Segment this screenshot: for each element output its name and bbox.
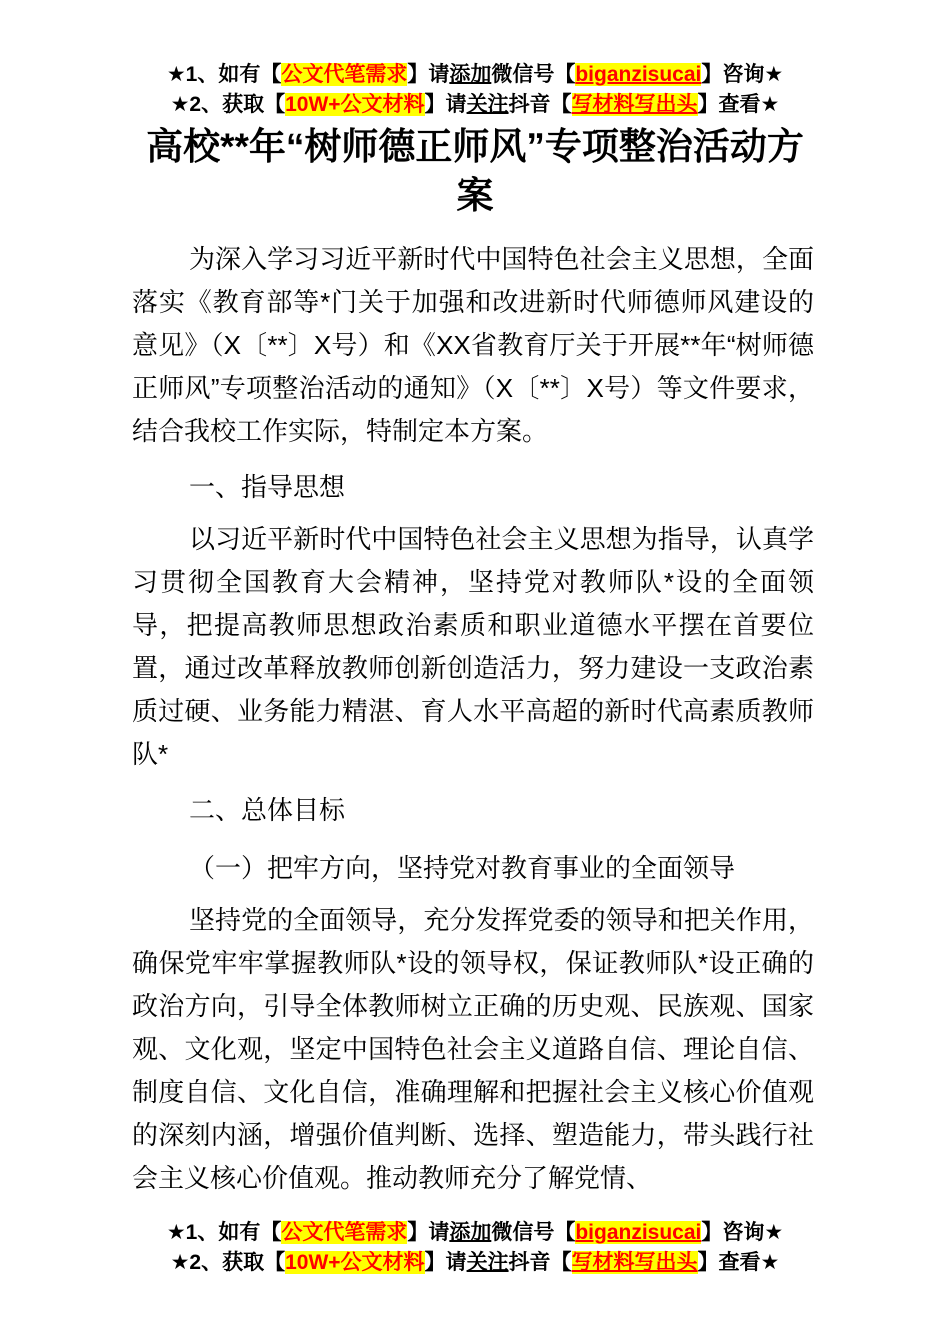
promo-douyin-id: 写材料写出头	[571, 1251, 698, 1274]
promo-header	[0, 0, 950, 120]
promo-wechat-id: biganzisucai	[575, 1221, 702, 1244]
promo-header-line-1	[0, 60, 950, 90]
promo-text: 】查看★	[697, 1251, 780, 1274]
promo-text: ★1、如有【	[166, 63, 282, 86]
body-paragraph: 坚持党的全面领导，充分发挥党委的领导和把关作用，确保党牢牢掌握教师队*设的领导权，保证教师队*设正确的政治方向，引导全体教师树立正确的历史观、民族观、国家观、文化观，坚定中国特色社会主义道路自信、理论自信、制度自信、文化自信，准确理解和把握社会主义核心价值观的深刻内涵，增强价值判断、选择、塑造能力，带头践行社会主义核心价值观。推动教师充分了解党情、	[132, 905, 814, 1193]
promo-footer	[0, 1218, 950, 1278]
body-paragraph: 为深入学习习近平新时代中国特色社会主义思想，全面落实《教育部等*门关于加强和改进新时代师德师风建设的意见》（X〔**〕X号）和《XX省教育厅关于开展**年“树师德正师风”专项整治活动的通知》（X〔**〕X号）等文件要求，结合我校工作实际，特制定本方案。	[132, 244, 814, 446]
promo-text: 】请	[424, 1251, 467, 1274]
promo-highlight-service: 公文代笔需求	[281, 1221, 408, 1244]
section-heading: 一、指导思想	[189, 472, 346, 502]
promo-wechat-id: biganzisucai	[575, 63, 702, 86]
section-subheading: （一）把牢方向，坚持党对教育事业的全面领导	[189, 853, 736, 883]
section-heading: 二、总体目标	[189, 795, 346, 825]
promo-text: 】咨询★	[701, 63, 784, 86]
promo-douyin-id: 写材料写出头	[571, 93, 698, 116]
promo-text: 】查看★	[697, 93, 780, 116]
promo-header-line-2	[0, 90, 950, 120]
promo-highlight-materials: 10W+公文材料	[285, 1251, 425, 1274]
document-title: 高校**年“树师德正师风”专项整治活动方案	[146, 126, 804, 216]
promo-text: ★2、获取【	[170, 93, 286, 116]
document-body	[0, 238, 950, 1200]
promo-text: 】咨询★	[701, 1221, 784, 1244]
promo-text: 微信号【	[491, 1221, 576, 1244]
promo-text: 】请	[424, 93, 467, 116]
promo-text: ★2、获取【	[170, 1251, 286, 1274]
promo-text: 抖音【	[508, 1251, 572, 1274]
promo-text: 】请	[407, 1221, 450, 1244]
promo-highlight-materials: 10W+公文材料	[285, 93, 425, 116]
promo-underline-add: 添加	[449, 1221, 492, 1244]
promo-highlight-service: 公文代笔需求	[281, 63, 408, 86]
promo-underline-add: 添加	[449, 63, 492, 86]
promo-text: ★1、如有【	[166, 1221, 282, 1244]
promo-text: 微信号【	[491, 63, 576, 86]
body-paragraph: 以习近平新时代中国特色社会主义思想为指导，认真学习贯彻全国教育大会精神，坚持党对教师队*设的全面领导，把提高教师思想政治素质和职业道德水平摆在首要位置，通过改革释放教师创新创造活力，努力建设一支政治素质过硬、业务能力精湛、育人水平高超的新时代高素质教师队*	[132, 524, 814, 769]
promo-text: 】请	[407, 63, 450, 86]
promo-underline-follow: 关注	[466, 93, 509, 116]
promo-underline-follow: 关注	[466, 1251, 509, 1274]
promo-text: 抖音【	[508, 93, 572, 116]
promo-footer-line-1	[0, 1218, 950, 1248]
promo-footer-line-2	[0, 1248, 950, 1278]
